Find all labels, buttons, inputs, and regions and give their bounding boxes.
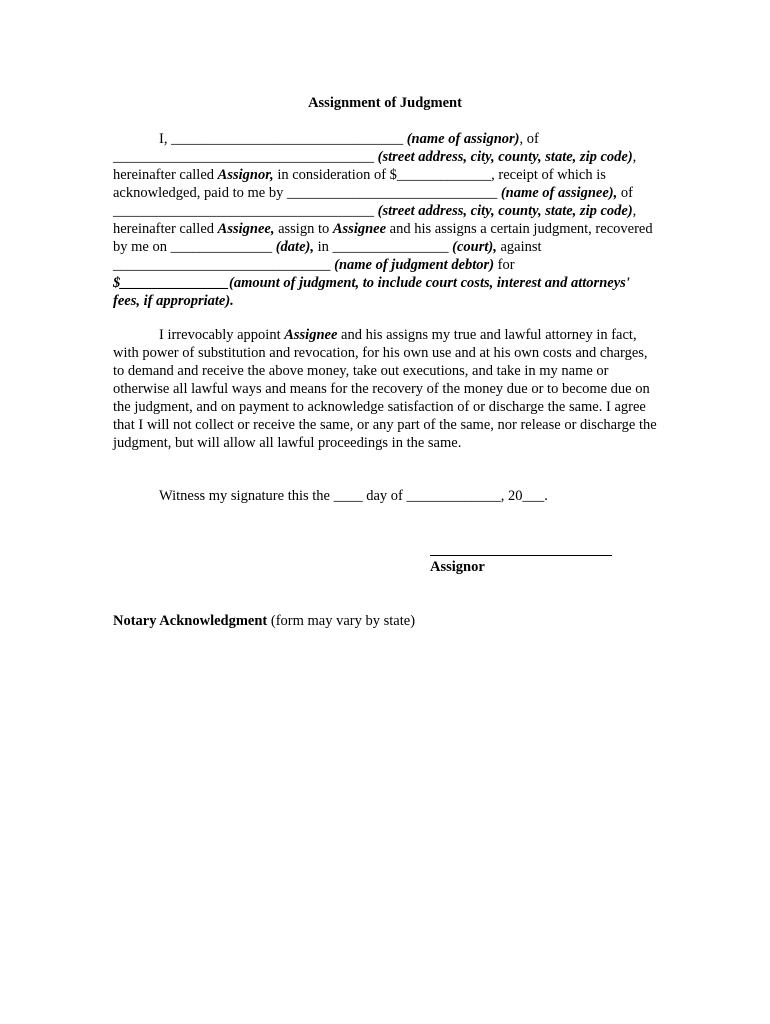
signature-label: Assignor (430, 559, 485, 575)
judgment-amount-hint: $_______________(amount of judgment, to include court costs, interest and attorneys' fees, if appropriate). (113, 275, 630, 309)
assignor-address-hint: (street address, city, county, state, zip code) (377, 149, 633, 165)
signature-line (430, 555, 612, 556)
document-title: Assignment of Judgment (308, 95, 462, 111)
judgment-date-blank: and his assigns a certain judgment, recovered by me on ______________ (113, 221, 653, 255)
consideration-text: in consideration of $_____________, receipt of which is acknowledged, paid to me by _____________________________ (113, 167, 606, 201)
debtor-blank: against ______________________________ (113, 239, 542, 273)
witness-text: Witness my signature this the ____ day of _____________, 20___. (159, 488, 548, 504)
notary-title: Notary Acknowledgment (113, 613, 268, 629)
court-hint: (court), (452, 239, 497, 255)
text-segment: assign to (274, 221, 333, 237)
assignor-name-hint: (name of assignor) (406, 131, 520, 147)
notary-note: (form may vary by state) (267, 613, 416, 629)
assignor-term: Assignor, (217, 167, 274, 183)
text-segment: I irrevocably appoint (159, 327, 285, 343)
witness-line (113, 487, 658, 505)
text-segment: for (494, 257, 515, 273)
assignor-address-blank: , of ____________________________________ (113, 131, 539, 165)
appointment-text: and his assigns my true and lawful attorney in fact, with power of substitution and revocation, for his own use and at his own costs and charges, to demand and receive the above money, take out executions, and take in my name or otherwise all lawful ways and means for the recovery of the money due or to become due on the judgment, and on payment to acknowledge satisfaction of or discharge the same. I agree that I will not collect or receive the same, or any part of the same, nor release or discharge the judgment, but will allow all lawful proceedings in the same. (113, 327, 657, 451)
date-hint: (date), (275, 239, 314, 255)
notary-heading (113, 612, 415, 630)
assignee-term: Assignee (284, 327, 338, 343)
assignee-address-blank: of ____________________________________ (113, 185, 633, 219)
assignee-address-hint: (street address, city, county, state, zip code) (377, 203, 633, 219)
appointment-paragraph (113, 326, 658, 452)
assignee-term: Assignee, (217, 221, 275, 237)
text-segment: , hereinafter called (113, 203, 637, 237)
assignee-name-hint: (name of assignee), (500, 185, 618, 201)
court-blank: in ________________ (313, 239, 453, 255)
assignee-term: Assignee (332, 221, 387, 237)
assignor-name-blank: I, ________________________________ (159, 131, 407, 147)
text-segment: , hereinafter called (113, 149, 637, 183)
debtor-hint: (name of judgment debtor) (334, 257, 495, 273)
assignment-paragraph (113, 130, 658, 310)
